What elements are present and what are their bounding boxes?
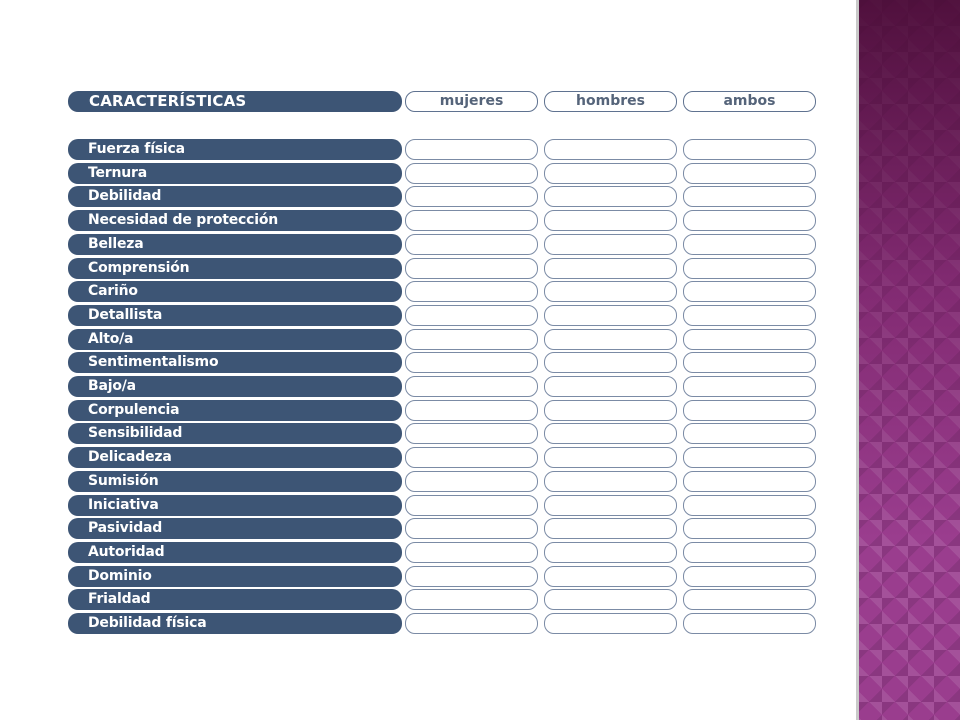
answer-box-ambos[interactable]: [683, 281, 816, 302]
answer-box-ambos[interactable]: [683, 210, 816, 231]
row-label: Corpulencia: [68, 400, 402, 421]
answer-box-mujeres[interactable]: [405, 258, 538, 279]
answer-box-ambos[interactable]: [683, 305, 816, 326]
answer-box-hombres[interactable]: [544, 139, 677, 160]
answer-box-hombres[interactable]: [544, 186, 677, 207]
answer-box-mujeres[interactable]: [405, 305, 538, 326]
row-label: Frialdad: [68, 589, 402, 610]
answer-box-mujeres[interactable]: [405, 613, 538, 634]
answer-box-mujeres[interactable]: [405, 376, 538, 397]
answer-box-ambos[interactable]: [683, 163, 816, 184]
row-label: Cariño: [68, 281, 402, 302]
answer-box-ambos[interactable]: [683, 542, 816, 563]
answer-box-mujeres[interactable]: [405, 400, 538, 421]
answer-box-ambos[interactable]: [683, 447, 816, 468]
row-label: Autoridad: [68, 542, 402, 563]
answer-box-hombres[interactable]: [544, 329, 677, 350]
row-label: Ternura: [68, 163, 402, 184]
answer-box-hombres[interactable]: [544, 234, 677, 255]
row-label: Necesidad de protección: [68, 210, 402, 231]
answer-box-mujeres[interactable]: [405, 234, 538, 255]
row-label: Delicadeza: [68, 447, 402, 468]
row-label: Dominio: [68, 566, 402, 587]
row-label: Detallista: [68, 305, 402, 326]
answer-box-hombres[interactable]: [544, 447, 677, 468]
answer-box-hombres[interactable]: [544, 352, 677, 373]
row-label: Debilidad: [68, 186, 402, 207]
answer-box-ambos[interactable]: [683, 471, 816, 492]
answer-box-mujeres[interactable]: [405, 352, 538, 373]
decorative-side-panel: [856, 0, 960, 720]
answer-box-hombres[interactable]: [544, 589, 677, 610]
answer-box-mujeres[interactable]: [405, 329, 538, 350]
answer-box-mujeres[interactable]: [405, 186, 538, 207]
panel-edge: [856, 0, 859, 720]
answer-box-mujeres[interactable]: [405, 423, 538, 444]
answer-box-ambos[interactable]: [683, 186, 816, 207]
answer-box-hombres[interactable]: [544, 281, 677, 302]
answer-box-mujeres[interactable]: [405, 139, 538, 160]
row-label: Sensibilidad: [68, 423, 402, 444]
answer-box-mujeres[interactable]: [405, 566, 538, 587]
answer-box-mujeres[interactable]: [405, 281, 538, 302]
row-label: Alto/a: [68, 329, 402, 350]
header-ambos: ambos: [683, 91, 816, 112]
header-hombres: hombres: [544, 91, 677, 112]
row-label: Pasividad: [68, 518, 402, 539]
answer-box-mujeres[interactable]: [405, 495, 538, 516]
answer-box-ambos[interactable]: [683, 423, 816, 444]
row-label: Comprensión: [68, 258, 402, 279]
answer-box-hombres[interactable]: [544, 542, 677, 563]
answer-box-ambos[interactable]: [683, 139, 816, 160]
row-label: Sentimentalismo: [68, 352, 402, 373]
answer-box-hombres[interactable]: [544, 495, 677, 516]
header-mujeres: mujeres: [405, 91, 538, 112]
answer-box-mujeres[interactable]: [405, 447, 538, 468]
answer-box-hombres[interactable]: [544, 471, 677, 492]
answer-box-hombres[interactable]: [544, 305, 677, 326]
answer-box-hombres[interactable]: [544, 210, 677, 231]
answer-box-hombres[interactable]: [544, 566, 677, 587]
row-label: Belleza: [68, 234, 402, 255]
answer-box-hombres[interactable]: [544, 518, 677, 539]
answer-box-ambos[interactable]: [683, 613, 816, 634]
row-label: Bajo/a: [68, 376, 402, 397]
row-label: Iniciativa: [68, 495, 402, 516]
answer-box-ambos[interactable]: [683, 329, 816, 350]
row-label: Fuerza física: [68, 139, 402, 160]
answer-box-mujeres[interactable]: [405, 542, 538, 563]
answer-box-hombres[interactable]: [544, 258, 677, 279]
answer-box-hombres[interactable]: [544, 613, 677, 634]
answer-box-mujeres[interactable]: [405, 163, 538, 184]
row-label: Sumisión: [68, 471, 402, 492]
answer-box-mujeres[interactable]: [405, 471, 538, 492]
row-label: Debilidad física: [68, 613, 402, 634]
answer-box-ambos[interactable]: [683, 234, 816, 255]
answer-box-ambos[interactable]: [683, 352, 816, 373]
answer-box-ambos[interactable]: [683, 566, 816, 587]
answer-box-ambos[interactable]: [683, 495, 816, 516]
answer-box-hombres[interactable]: [544, 163, 677, 184]
answer-box-hombres[interactable]: [544, 400, 677, 421]
header-caracteristicas: CARACTERÍSTICAS: [68, 91, 402, 112]
answer-box-ambos[interactable]: [683, 400, 816, 421]
answer-box-ambos[interactable]: [683, 258, 816, 279]
answer-box-mujeres[interactable]: [405, 518, 538, 539]
answer-box-ambos[interactable]: [683, 376, 816, 397]
answer-box-hombres[interactable]: [544, 423, 677, 444]
answer-box-ambos[interactable]: [683, 518, 816, 539]
answer-box-ambos[interactable]: [683, 589, 816, 610]
answer-box-hombres[interactable]: [544, 376, 677, 397]
answer-box-mujeres[interactable]: [405, 589, 538, 610]
answer-box-mujeres[interactable]: [405, 210, 538, 231]
